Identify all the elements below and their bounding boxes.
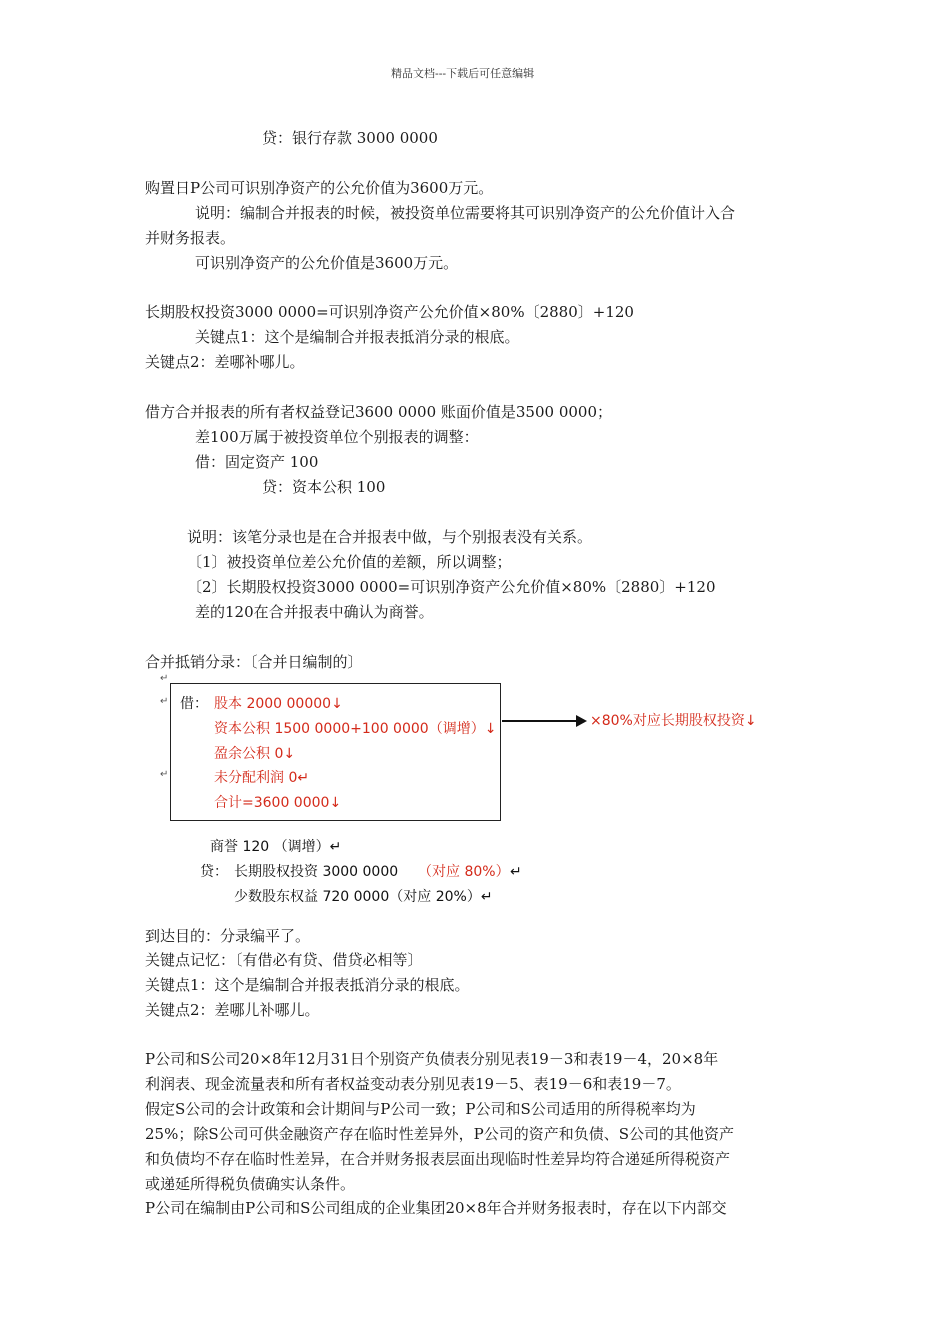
minority-interest: 少数股东权益 720 0000（对应 20%）↵ [234, 889, 493, 905]
text-line: P公司和S公司20×8年12月31日个别资产负债表分别见表19－3和表19－4，20×8年 [145, 1050, 719, 1068]
text-line: 假定S公司的会计政策和会计期间与P公司一致；P公司和S公司适用的所得税率均为 [145, 1100, 696, 1118]
text-line: 差100万属于被投资单位个别报表的调整： [195, 428, 479, 446]
arrow-line [502, 720, 578, 722]
surplus-reserve: 盈余公积 0↓ [214, 746, 296, 762]
text-line: 借：固定资产 100 [195, 453, 319, 471]
text-line: 贷：银行存款 3000 0000 [262, 129, 438, 147]
goodwill-line: 商誉 120 （调增）↵ [210, 839, 342, 855]
debit-label: 借： [180, 696, 208, 712]
credit-label: 贷： [200, 864, 228, 880]
text-line: 可识别净资产的公允价值是3600万元。 [195, 254, 459, 272]
text-line: 贷：资本公积 100 [262, 478, 386, 496]
text-line: 关键点2：差哪补哪儿。 [145, 353, 305, 371]
text-line: 并财务报表。 [145, 229, 236, 247]
text-line: 利润表、现金流量表和所有者权益变动表分别见表19－5、表19－6和表19－7。 [145, 1075, 681, 1093]
capital-reserve: 资本公积 1500 0000+100 0000（调增）↓ [214, 721, 497, 737]
text-line: 差的120在合并报表中确认为商誉。 [195, 603, 434, 621]
text-line: 说明：该笔分录也是在合并报表中做，与个别报表没有关系。 [187, 528, 593, 546]
investment-ratio: （对应 80%） [418, 864, 510, 880]
text-line: 长期股权投资3000 0000=可识别净资产公允价值×80%〔2880〕+120 [145, 303, 634, 321]
share-capital: 股本 2000 00000↓ [214, 696, 343, 712]
text-line: 到达目的：分录编平了。 [145, 927, 311, 945]
text-line: 〔1〕被投资单位差公允价值的差额，所以调整； [187, 553, 512, 571]
text-line: 关键点2：差哪儿补哪儿。 [145, 1001, 320, 1019]
arrow-head-icon [576, 715, 587, 727]
text-line: 关键点1：这个是编制合并报表抵消分录的根底。 [145, 976, 470, 994]
text-line: 和负债均不存在临时性差异，在合并财务报表层面出现临时性差异均符合递延所得税资产 [145, 1150, 731, 1168]
return-mark: ↵ [160, 673, 169, 684]
text-line: 购置日P公司可识别净资产的公允价值为3600万元。 [145, 179, 494, 197]
text-line: 25%；除S公司可供金融资产存在临时性差异外，P公司的资产和负债、S公司的其他资产 [145, 1125, 734, 1143]
text-line: 合并抵销分录：〔合并日编制的〕 [145, 653, 363, 671]
text-line: 借方合并报表的所有者权益登记3600 0000 账面价值是3500 0000； [145, 403, 613, 421]
text-line: 关键点1：这个是编制合并报表抵消分录的根底。 [195, 328, 520, 346]
return-mark: ↵ [510, 864, 522, 880]
text-line: 说明：编制合并报表的时候，被投资单位需要将其可识别净资产的公允价值计入合 [195, 204, 736, 222]
undistributed-profit: 未分配利润 0↵ [214, 770, 310, 786]
text-line: 或递延所得税负债确实认条件。 [145, 1175, 356, 1193]
long-term-investment: 长期股权投资 3000 0000 [234, 864, 399, 880]
equity-total: 合计=3600 0000↓ [214, 795, 342, 811]
text-line: 〔2〕长期股权投资3000 0000=可识别净资产公允价值×80%〔2880〕+120 [187, 578, 716, 596]
return-mark: ↵ [160, 769, 169, 780]
text-line: P公司在编制由P公司和S公司组成的企业集团20×8年合并财务报表时，存在以下内部交 [145, 1199, 727, 1217]
arrow-label: ×80%对应长期股权投资↓ [590, 713, 757, 729]
page-header: 精品文档---下载后可任意编辑 [391, 67, 535, 80]
text-line: 关键点记忆：〔有借必有贷、借贷必相等〕 [145, 951, 423, 969]
return-mark: ↵ [160, 696, 169, 707]
